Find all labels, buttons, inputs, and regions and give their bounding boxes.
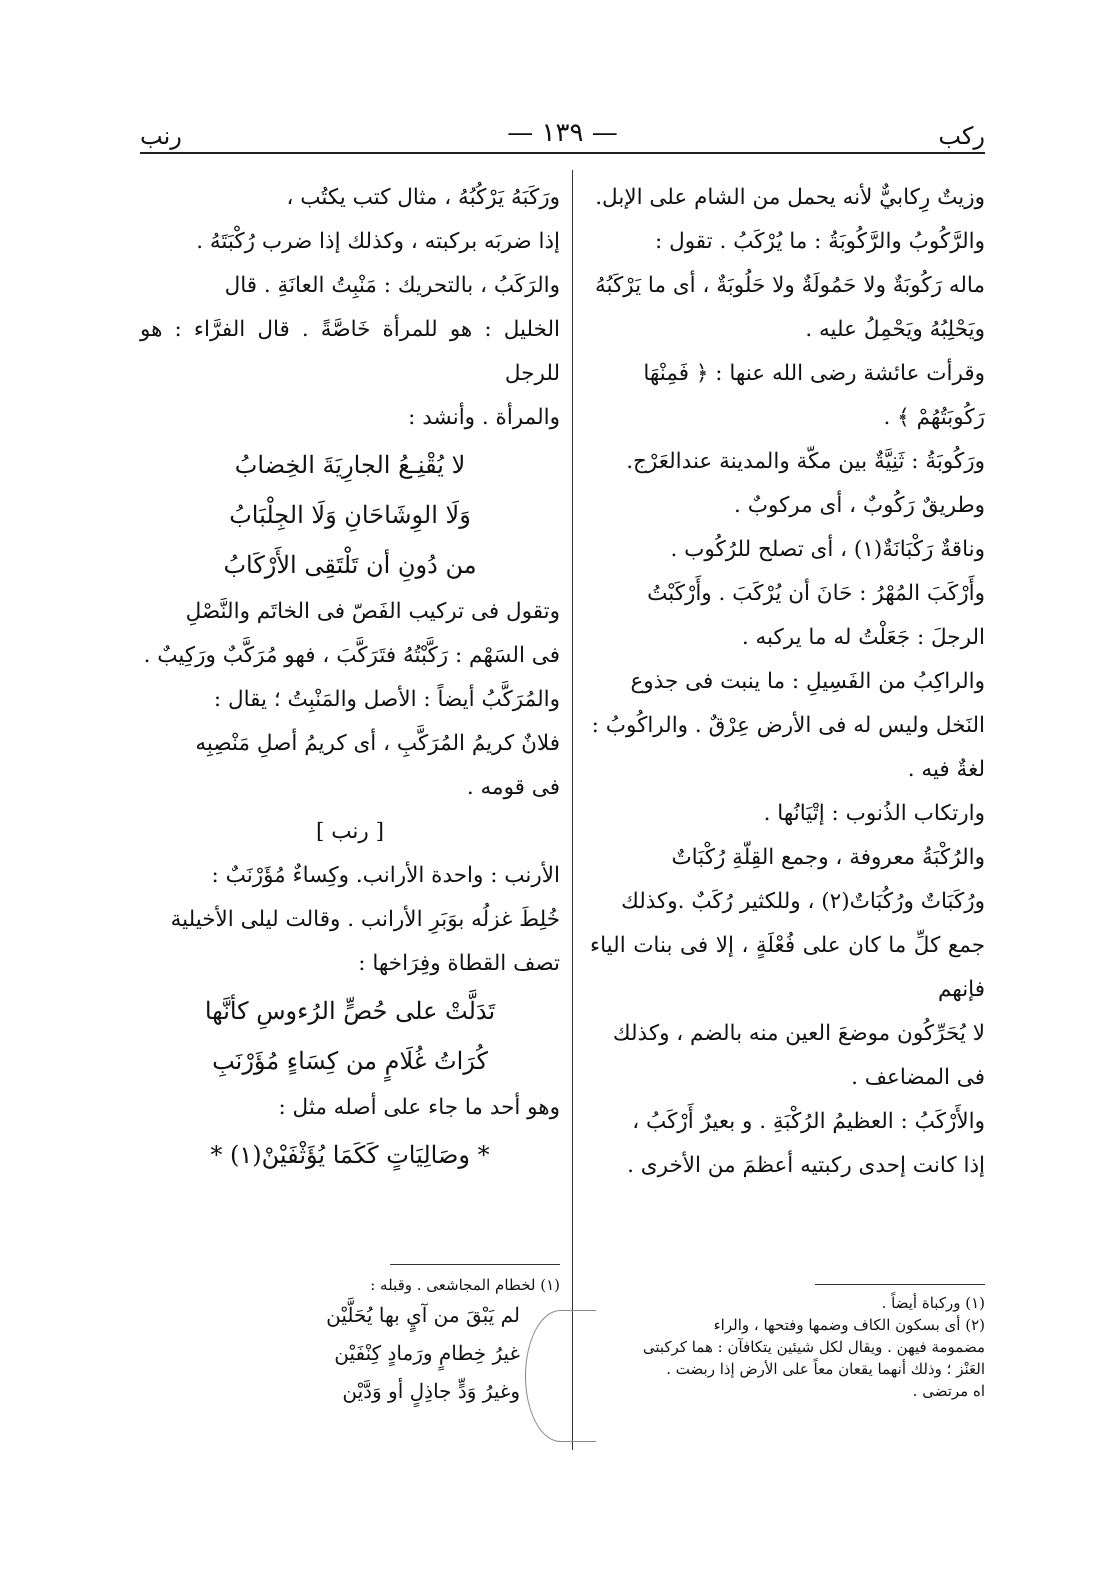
verse-line: وَلَا الوِشَاحَانِ وَلَا الجِلْبَابُ <box>229 501 471 529</box>
verse-line: لا يُقْنِـعُ الجارِيَةَ الخِضابُ <box>234 451 466 479</box>
text-line: النَخل وليس له فى الأرض عِرْقٌ . والراكُوبُ : <box>591 713 985 738</box>
text-line: وقرأت عائشة رضى الله عنها : ﴿ فَمِنْهَا <box>643 361 985 386</box>
text-line: والأَرْكَبُ : العظيمُ الرُكْبَةِ . و بعيرٌ أَرْكَبُ ، <box>632 1109 985 1134</box>
footnote-rule <box>390 1264 560 1265</box>
footnote-line: اه مرتضى . <box>912 1382 985 1400</box>
text-line: جمع كلِّ ما كان على فُعْلَةٍ ، إلا فى بنات الياء فإنهم <box>590 933 985 1002</box>
text-line: والرُكْبَةُ معروفة ، وجمع القِلّةِ رُكْبَاتٌ <box>671 845 985 870</box>
text-line: وهو أحد ما جاء على أصله مثل : <box>278 1095 560 1120</box>
text-line: والرَّكُوبُ والرَّكُوبَةُ : ما يُرْكَبُ . تقول : <box>655 229 985 254</box>
column-divider <box>572 170 573 1450</box>
text-line: ورَكَبَهُ يَرْكُبُهُ ، مثال كتب يكتُب ، <box>286 185 560 210</box>
text-line: والمرأة . وأنشد : <box>408 405 560 430</box>
text-line: والرَكَبُ ، بالتحريك : مَنْبِتُ العانَةِ . قال <box>224 273 560 298</box>
text-line: إذا كانت إحدى ركبتيه أعظمَ من الأخرى . <box>627 1153 985 1178</box>
text-line: وطريقٌ رَكُوبٌ ، أى مركوبٌ . <box>734 493 985 518</box>
text-line: فى المضاعف . <box>851 1065 985 1090</box>
footnote-line: (٢) أى بسكون الكاف وضمها وفتحها ، والراء <box>713 1316 985 1334</box>
text-line: فى السَهْم : رَكَّبْتُهُ فتَرَكَّبَ ، فهو مُرَكَّبٌ ورَكِيبٌ . <box>143 643 560 668</box>
footnote-rule <box>815 1284 985 1285</box>
footnote-verse: غيرُ خِطامٍ ورَمادٍ كِنْفَيْن <box>334 1341 520 1365</box>
footnotes-right <box>590 1292 985 1402</box>
footnotes-left <box>140 1274 560 1410</box>
text-line: فى قومه . <box>466 775 560 800</box>
text-line: لغةٌ فيه . <box>907 757 985 782</box>
header-rule <box>140 152 985 154</box>
footnote-verse: لم يَبْقَ من آيٍ بها يُحَلَّيْن <box>326 1303 520 1327</box>
footnote-verse: وغيرُ وَدٍّ جاذِلٍ أو وَدَّيْن <box>342 1379 520 1403</box>
text-line: إذا ضربَه بركبته ، وكذلك إذا ضرب رُكْبَتَهُ . <box>196 229 560 254</box>
page-number: — ١٣٩ — <box>507 118 618 148</box>
left-column <box>140 176 560 1180</box>
text-line: الرجلَ : جَعَلْتُ له ما يركبه . <box>741 625 985 650</box>
text-line: والمُرَكَّبُ أيضاً : الأصل والمَنْبِتُ ؛ يقال : <box>213 687 560 712</box>
text-line: ورَكُوبَةُ : ثَنِيَّةٌ بين مكّة والمدينة عندالعَرْج. <box>626 449 985 474</box>
footnote-line: (١) لخطام المجاشعى . وقبله : <box>370 1276 560 1294</box>
text-line: الخليل : هو للمرأة خَاصَّةً . قال الفرَّاء : هو للرجل <box>140 317 560 386</box>
text-line: الأرنب : واحدة الأرانب. وكِساءٌ مُؤَرْنَبٌ : <box>211 863 560 888</box>
footnote-line: مضمومة فيهن . ويقال لكل شيئين يتكافآن : هما كركبتى <box>642 1338 985 1356</box>
text-line: وارتكاب الذُنوب : إتْيَانُها . <box>763 801 985 826</box>
text-line: رَكُوبَتُهُمْ ﴾ . <box>883 405 985 430</box>
verse-line: * وصَالِيَاتٍ كَكَمَا يُؤَثْفَيْنْ(١) * <box>210 1141 490 1169</box>
verse-line: من دُونِ أن تَلْتَقِى الأَرْكَابُ <box>223 551 477 579</box>
footnote-line: (١) وركباة أيضاً . <box>881 1294 985 1312</box>
text-line: وتقول فى تركيب الفَصّ فى الخاتَم والنَّصْلِ <box>185 599 560 624</box>
text-line: فلانٌ كريمُ المُرَكَّبِ ، أى كريمُ أصلِ مَنْصِبِه <box>195 731 560 756</box>
verse-line: تَدَلَّتْ على حُصٍّ الرُءوسِ كأنَّها <box>204 997 496 1025</box>
text-line: وناقةٌ رَكْبَانَةٌ(١) ، أى تصلح للرُكُوب . <box>670 537 985 562</box>
header-root-right: ركب <box>938 122 985 150</box>
text-line: ماله رَكُوبَةٌ ولا حَمُولَةٌ ولا حَلُوبَةٌ ، أى ما يَرْكَبُهُ <box>594 273 985 298</box>
right-column <box>590 176 985 1188</box>
section-title: [ رنب ] <box>316 819 384 844</box>
text-line: خُلِطَ غزلُه بوَبَرِ الأرانب . وقالت ليلى الأخيلية <box>170 907 560 932</box>
text-line: ويَحْلِبُهُ ويَحْمِلُ عليه . <box>805 317 985 342</box>
page-fold-mark <box>525 1310 596 1442</box>
verse-line: كُرَاتُ غُلَامٍ من كِسَاءٍ مُؤَرْنَبِ <box>212 1047 488 1075</box>
text-line: لا يُحَرِّكُون موضعَ العين منه بالضم ، وكذلك <box>612 1021 985 1046</box>
text-line: ورُكَبَاتٌ ورُكُبَاتٌ(٢) ، وللكثير رُكَبٌ .وكذلك <box>621 889 985 914</box>
text-line: تصف القطاة وفِرَاخها : <box>358 951 560 976</box>
text-line: والراكِبُ من الفَسِيلِ : ما ينبت فى جذوع <box>630 669 985 694</box>
text-line: وزيتٌ رِكابيٌّ لأنه يحمل من الشام على الإبل. <box>595 185 985 210</box>
footnote-line: العَنْز ؛ وذلك أنهما يقعان معاً على الأرض إذا ربضت . <box>666 1360 985 1378</box>
text-line: وأَرْكَبَ المُهْرُ : حَانَ أن يُرْكَبَ . وأَرْكَبْتُ <box>647 581 985 606</box>
header-root-left: رنب <box>140 122 182 150</box>
